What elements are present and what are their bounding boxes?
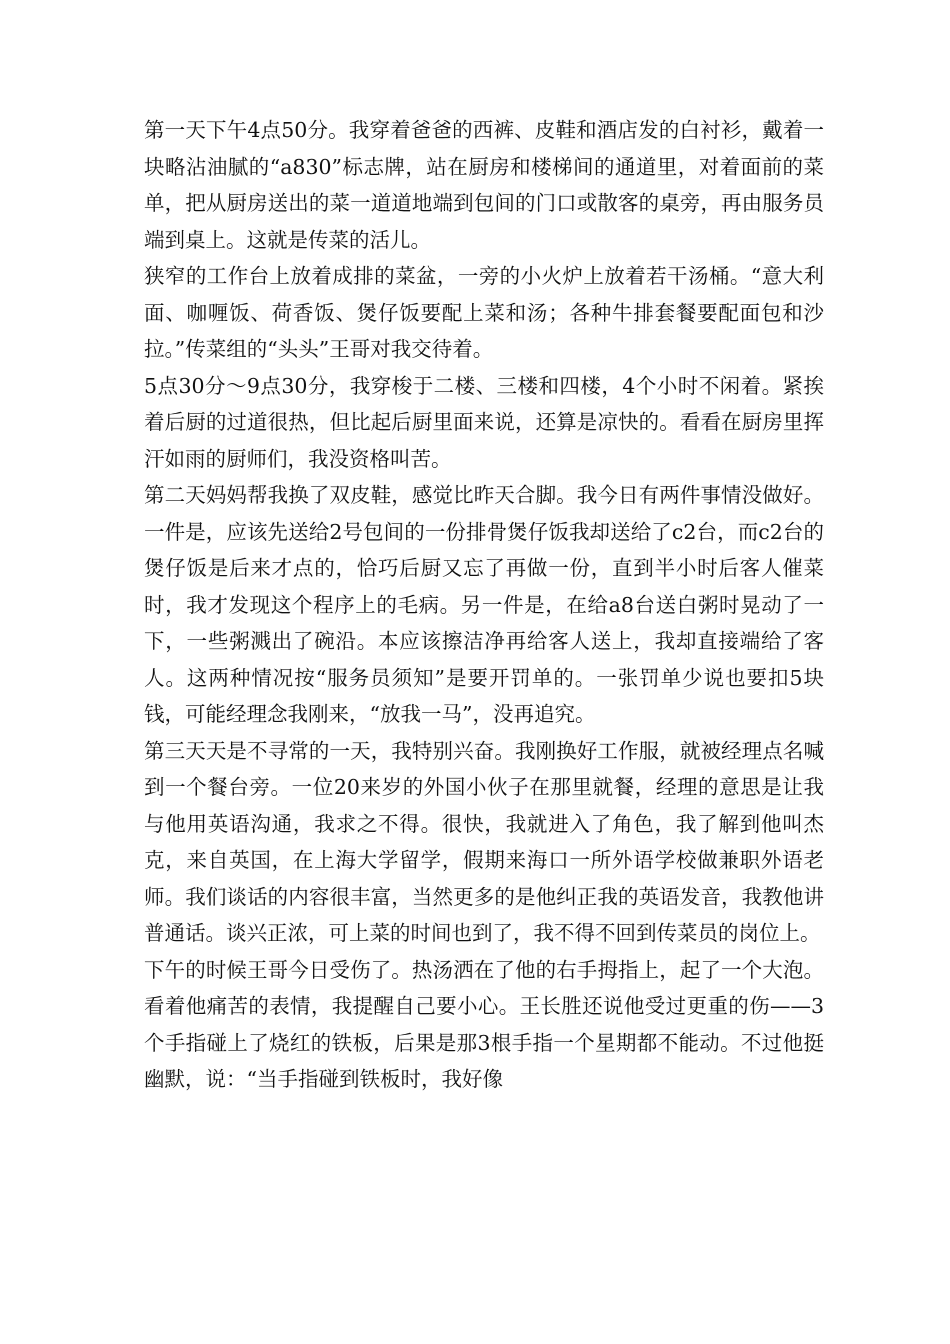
paragraph-1: 第一天下午4点50分。我穿着爸爸的西裤、皮鞋和酒店发的白衬衫，戴着一块略沾油腻的“a830”标志牌，站在厨房和楼梯间的通道里，对着面前的菜单，把从厨房送出的菜一道道地端到包间的门口或散客的桌旁，再由服务员端到桌上。这就是传菜的活儿。: [144, 118, 824, 252]
paragraph-5: 第三天天是不寻常的一天，我特别兴奋。我刚换好工作服，就被经理点名喊到一个餐台旁。一位20来岁的外国小伙子在那里就餐，经理的意思是让我与他用英语沟通，我求之不得。很快，我就进入了角色，我了解到他叫杰克，来自英国，在上海大学留学，假期来海口一所外语学校做兼职外语老师。我们谈话的内容很丰富，当然更多的是他纠正我的英语发音，我教他讲普通话。谈兴正浓，可上菜的时间也到了，我不得不回到传菜员的岗位上。: [144, 738, 824, 945]
paragraph-6: 下午的时候王哥今日受伤了。热汤洒在了他的右手拇指上，起了一个大泡。看着他痛苦的表情，我提醒自己要小心。王长胜还说他受过更重的伤——3个手指碰上了烧红的铁板，后果是那3根手指一个星期都不能动。不过他挺幽默，说：“当手指碰到铁板时，我好像: [144, 957, 824, 1091]
paragraph-2: 狭窄的工作台上放着成排的菜盆，一旁的小火炉上放着若干汤桶。“意大利面、咖喱饭、荷香饭、煲仔饭要配上菜和汤；各种牛排套餐要配面包和沙拉。”传菜组的“头头”王哥对我交待着。: [144, 264, 824, 361]
paragraph-4: 第二天妈妈帮我换了双皮鞋，感觉比昨天合脚。我今日有两件事情没做好。一件是，应该先送给2号包间的一份排骨煲仔饭我却送给了c2台，而c2台的煲仔饭是后来才点的，恰巧后厨又忘了再做一份，直到半小时后客人催菜时，我才发现这个程序上的毛病。另一件是，在给a8台送白粥时晃动了一下，一些粥溅出了碗沿。本应该擦洁净再给客人送上，我却直接端给了客人。这两种情况按“服务员须知”是要开罚单的。一张罚单少说也要扣5块钱，可能经理念我刚来，“放我一马”，没再追究。: [144, 483, 824, 726]
article-body: [144, 112, 824, 1098]
paragraph-3: 5点30分～9点30分，我穿梭于二楼、三楼和四楼，4个小时不闲着。紧挨着后厨的过道很热，但比起后厨里面来说，还算是凉快的。看看在厨房里挥汗如雨的厨师们，我没资格叫苦。: [144, 373, 824, 471]
